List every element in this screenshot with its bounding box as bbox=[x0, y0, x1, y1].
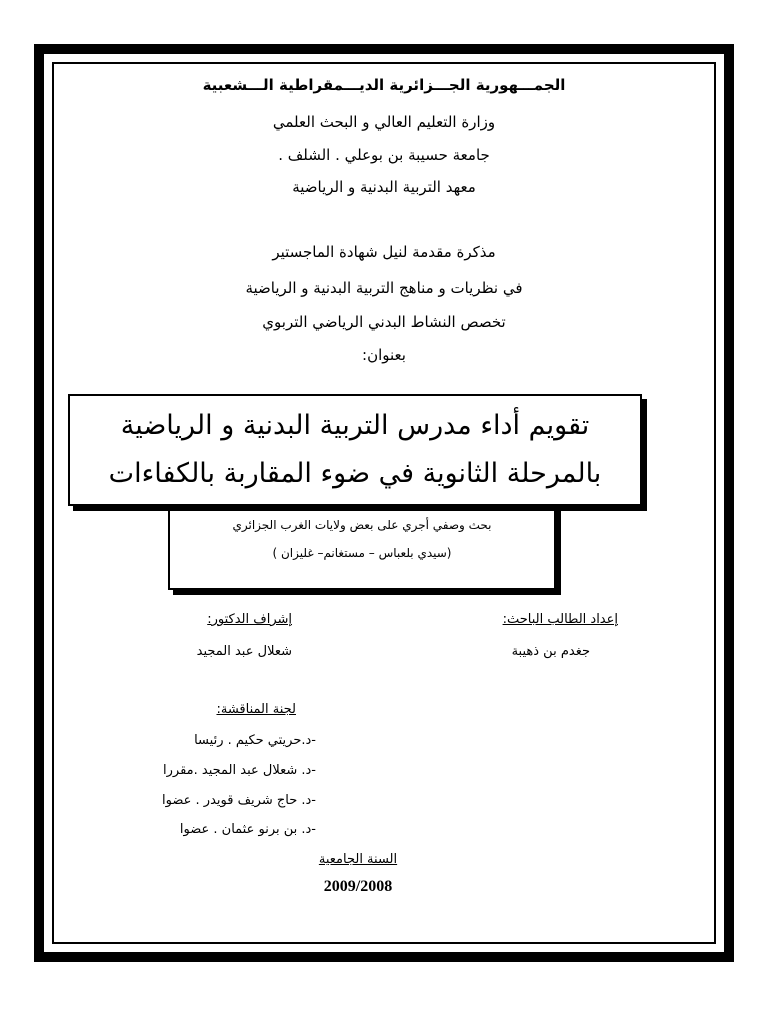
thesis-title-line-1: تقويم أداء مدرس التربية البدنية و الرياضية bbox=[120, 410, 590, 441]
supervisor-label: إشراف الدكتور: bbox=[207, 612, 292, 627]
committee-member: -د. بن برنو عثمان . عضوا bbox=[179, 822, 316, 837]
ministry-name: وزارة التعليم العالي و البحث العلمي bbox=[272, 113, 496, 131]
academic-year-value: 2009/2008 bbox=[323, 878, 393, 895]
thesis-title-box bbox=[68, 394, 642, 506]
thesis-title-line-2: بالمرحلة الثانوية في ضوء المقاربة بالكفاءات bbox=[108, 458, 602, 489]
supervisor-name: شعلال عبد المجيد bbox=[196, 644, 292, 659]
degree-text: مذكرة مقدمة لنيل شهادة الماجستير bbox=[272, 243, 496, 261]
subtitle-line-1: بحث وصفي أجري على بعض ولايات الغرب الجزائري bbox=[232, 518, 492, 532]
institute-name: معهد التربية البدنية و الرياضية bbox=[292, 178, 476, 196]
committee-member: -د. حاج شريف قويدر . عضوا bbox=[162, 793, 316, 808]
committee-member: -د.حريتي حكيم . رئيسا bbox=[194, 733, 316, 748]
committee-member: -د. شعلال عبد المجيد .مقررا bbox=[163, 763, 316, 778]
committee-label: لجنة المناقشة: bbox=[216, 702, 296, 717]
academic-year-label: السنة الجامعية bbox=[318, 852, 398, 867]
specialty-text: تخصص النشاط البدني الرياضي التربوي bbox=[262, 313, 506, 331]
subtitle-box bbox=[168, 506, 556, 590]
subtitle-line-2: (سيدي بلعباس – مستغانم– غليزان ) bbox=[272, 546, 452, 560]
field-text: في نظريات و مناهج التربية البدنية و الرياضية bbox=[245, 279, 523, 297]
student-name: جغدم بن ذهيبة bbox=[511, 644, 590, 659]
university-name: جامعة حسيبة بن بوعلي . الشلف . bbox=[278, 146, 490, 164]
republic-name: الجمـــهورية الجـــزائرية الديـــمقراطية الـــشعبية bbox=[202, 76, 566, 94]
titled-label: بعنوان: bbox=[362, 346, 406, 364]
student-label: إعداد الطالب الباحث: bbox=[502, 612, 618, 627]
